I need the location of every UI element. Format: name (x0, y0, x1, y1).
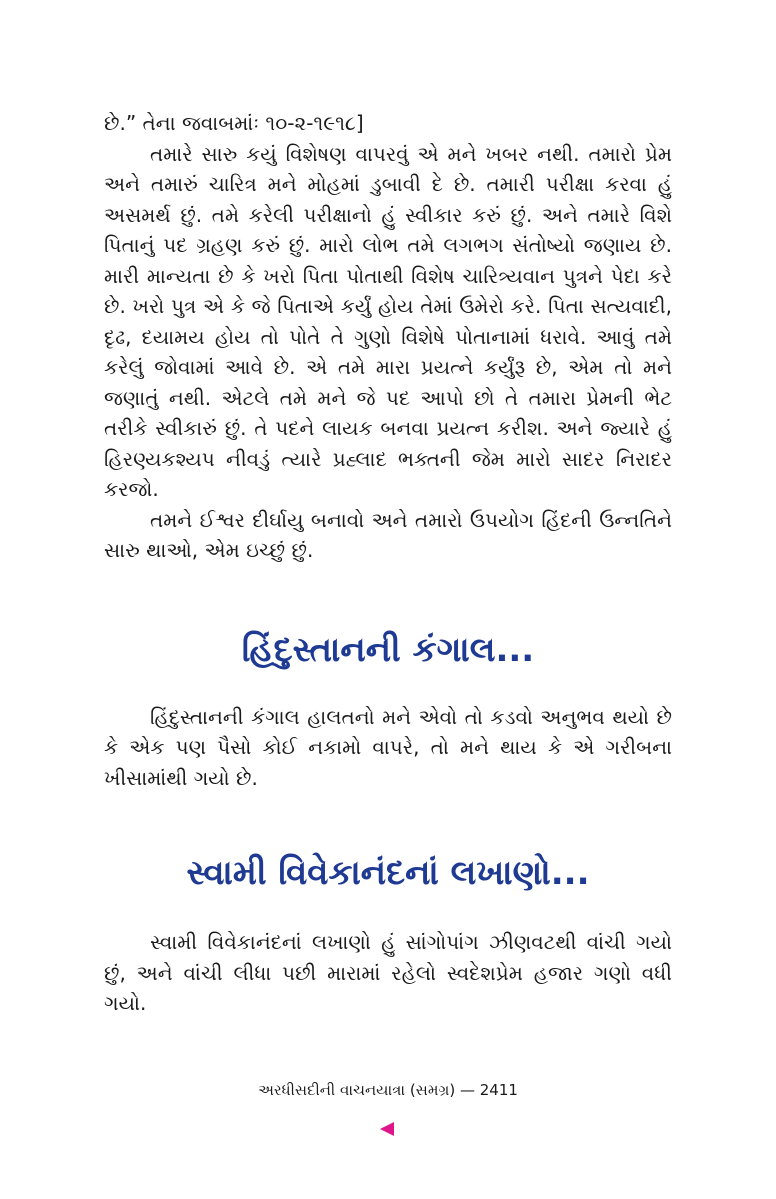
section-title-poverty: હિંદુસ્તાનની કંગાલ... (241, 629, 535, 670)
section-body-poverty: હિંદુસ્તાનની કંગાલ હાલતનો મને એવો તો કડવો અનુભવ થયો છે કે એક પણ પૈસો કોઈ નકામો વાપરે, તો મને થાય કે એ ગરીબના ખીસામાંથી ગયો છે. (104, 704, 672, 790)
page-footer: અરધીસદીની વાચનયાત્રા (સમગ્ર) — 2411 (258, 1081, 518, 1099)
left-triangle-icon (380, 1122, 394, 1136)
section-title-vivekananda: સ્વામી વિવેકાનંદનાં લખાણો... (186, 853, 590, 893)
blessing-paragraph: તમને ઈશ્વર દીર્ઘાયુ બનાવો અને તમારો ઉપયોગ હિંદની ઉન્નતિને સારુ થાઓ, એમ ઇચ્છું છું. (104, 507, 672, 562)
section-body-vivekananda: સ્વામી વિવેકાનંદનાં લખાણો હું સાંગોપાંગ ઝીણવટથી વાંચી ગયો છું, અને વાંચી લીધા પછી મારામાં રહેલો સ્વદેશપ્રેમ હજાર ગણો વધી ગયો. (104, 930, 672, 1015)
page-content (104, 108, 672, 1019)
letter-paragraph: તમારે સારુ કયું વિશેષણ વાપરવું એ મને ખબર નથી. તમારો પ્રેમ અને તમારું ચારિત્ર મને મોહમાં ડુબાવી દે છે. તમારી પરીક્ષા કરવા હું અસમર્થ છું. તમે કરેલી પરીક્ષાનો હું સ્વીકાર કરું છું. અને તમારે વિશે પિતાનું પદ ગ્રહણ કરું છું. મારો લોભ તમે લગભગ સંતોષ્યો જણાય છે. મારી માન્યતા છે કે ખરો પિતા પોતાથી વિશેષ ચારિત્ર્યવાન પુત્રને પેદા કરે છે. ખરો પુત્ર એ કે જે પિતાએ કર્યું હોય તેમાં ઉમેરો કરે. પિતા સત્યવાદી, દૃઢ, દયામય હોય તો પોતે તે ગુણો વિશેષે પોતાનામાં ધરાવે. આવું તમે કરેલું જોવામાં આવે છે. એ તમે મારા પ્રયત્ને કર્યુંરૂ છે, એમ તો મને જણાતું નથી. એટલે તમે મને જે પદ આપો છો તે તમારા પ્રેમની ભેટ તરીકે સ્વીકારું છું. તે પદને લાયક બનવા પ્રયત્ન કરીશ. અને જ્યારે હું હિરણ્યકશ્યપ નીવડું ત્યારે પ્રહ્લાદ ભક્તની જેમ મારો સાદર નિરાદર કરજો. (104, 141, 672, 501)
continuation-line: છે.” તેના જવાબમાંઃ ૧૦-૨-૧૯૧૮] (104, 111, 364, 135)
